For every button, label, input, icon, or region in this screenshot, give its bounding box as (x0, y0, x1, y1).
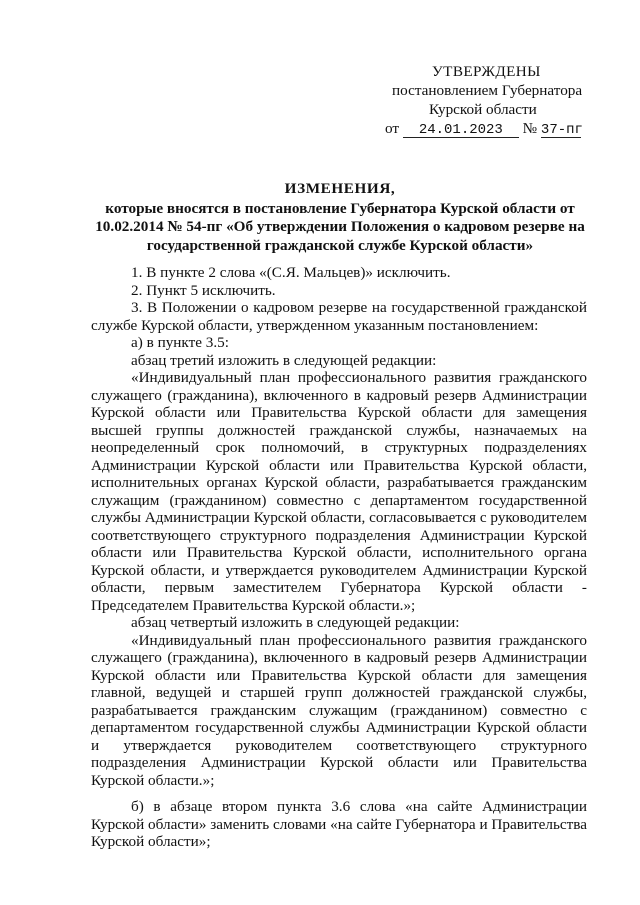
paragraph-1: 1. В пункте 2 слова «(С.Я. Мальцев)» исключить. (131, 264, 451, 281)
heading-subtitle: которые вносятся в постановление Губернатора Курской области от 10.02.2014 № 54-пг «Об утверждении Положения о кадровом резерве на государственной гражданской службе Курской области» (95, 199, 585, 254)
paragraph-8: «Индивидуальный план профессионального развития гражданского служащего (гражданина), включенного в кадровый резерв Администрации Курской области или Правительства Курской области для замещения главной, ведущей и старшей групп должностей гражданской службы, разрабатывается гражданским служащим (гражданином) совместно с департаментом государственной службы Администрации Курской области и утверждается руководителем соответствующего структурного подразделения Администрации Курской области или Правительства Курской области.»; (91, 631, 587, 789)
number-label: № (522, 120, 538, 137)
approval-title: УТВЕРЖДЕНЫ (432, 63, 541, 80)
paragraph-3: 3. В Положении о кадровом резерве на государственной гражданской службе Курской области, утвержденном указанным постановлением: (91, 299, 587, 334)
approval-date: 24.01.2023 (403, 121, 519, 138)
paragraph-4: а) в пункте 3.5: (131, 334, 229, 351)
document-heading (90, 180, 590, 255)
paragraph-2: 2. Пункт 5 исключить. (131, 281, 276, 299)
paragraph-7: абзац четвертый изложить в следующей редакции: (131, 614, 460, 631)
document-body (91, 264, 587, 851)
approval-date-number-line (385, 119, 585, 138)
heading-title: ИЗМЕНЕНИЯ, (284, 180, 396, 197)
approval-line-region: Курской области (429, 101, 537, 118)
paragraph-5: абзац третий изложить в следующей редакции: (131, 351, 437, 369)
approval-number: 37-пг (540, 122, 583, 138)
approval-line-decree: постановлением Губернатора (392, 82, 583, 99)
paragraph-6: «Индивидуальный план профессионального развития гражданского служащего (гражданина), включенного в кадровый резерв Администрации Курской области или Правительства Курской области для замещения высшей группы должностей гражданской службы, назначаемых на неопределенный срок полномочий, в структурных подразделениях Администрации Курской области или Правительства Курской области, исполнительных органах Курской области, разрабатывается гражданским служащим (гражданином) совместно с департаментом государственной службы Администрации Курской области, согласовывается с руководителем соответствующего структурного подразделения Администрации Курской области или Правительства Курской области, исполнительного органа Курской области, и утверждается руководителем Администрации Курской области, первым заместителем Губернатора Курской области - Председателем Правительства Курской области.»; (91, 369, 587, 614)
from-label: от (385, 120, 400, 137)
approval-stamp (385, 62, 585, 138)
paragraph-9: б) в абзаце втором пункта 3.6 слова «на сайте Администрации Курской области» заменить словами «на сайте Губернатора и Правительства Курской области»; (91, 798, 587, 850)
